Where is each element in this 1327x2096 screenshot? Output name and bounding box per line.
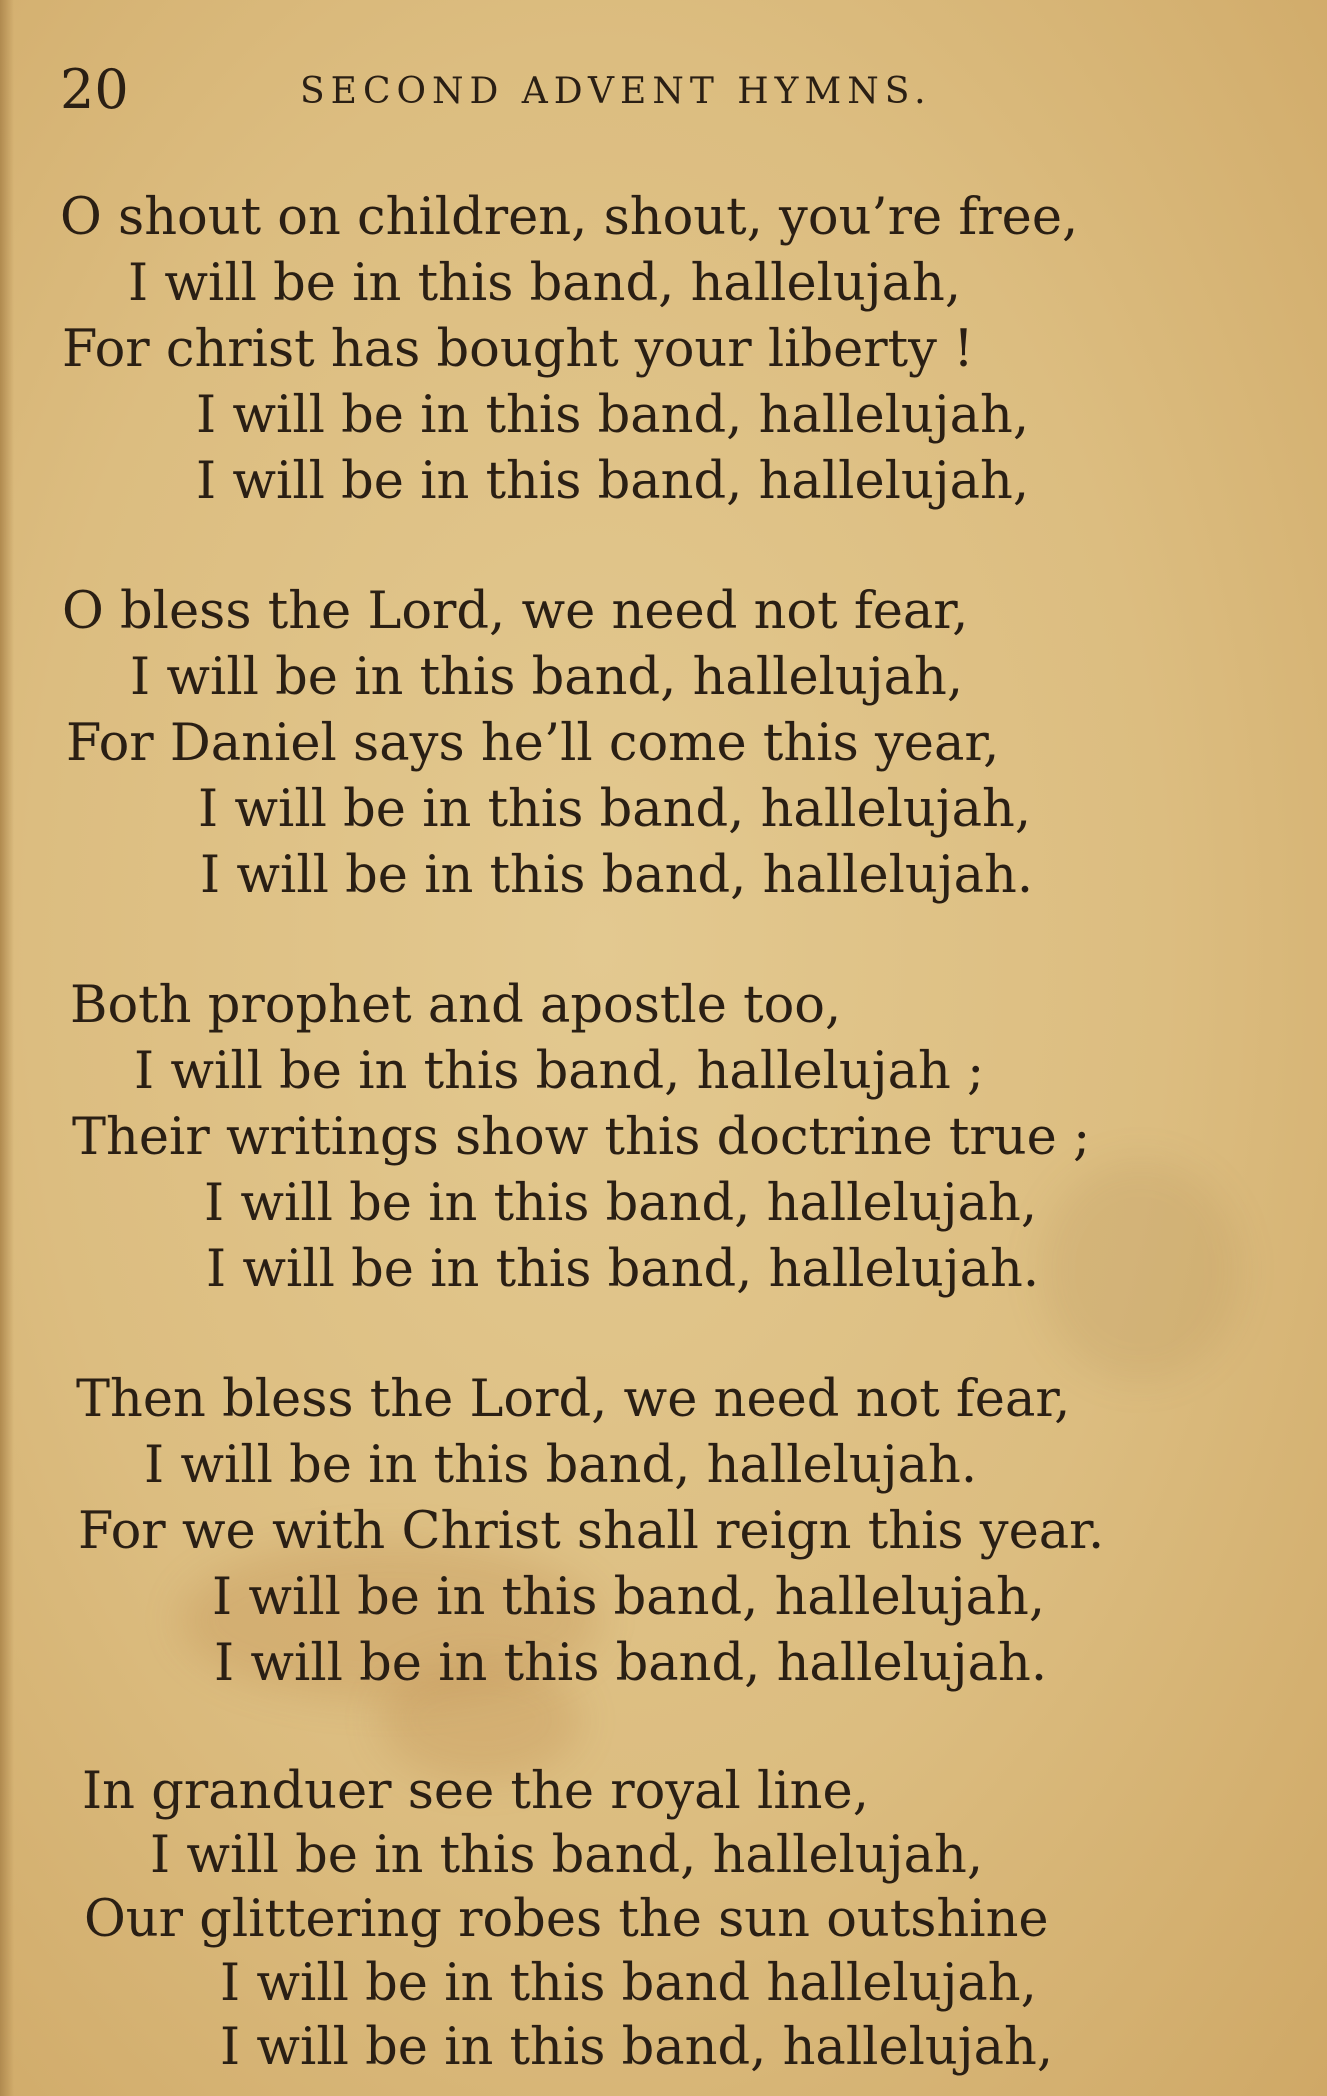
page-number: 20 [60,58,129,121]
verse-line: In granduer see the royal line, [82,1762,869,1821]
verse-line: Then bless the Lord, we need not fear, [76,1370,1071,1429]
refrain-line: I will be in this band, hallelujah, [130,648,964,707]
verse-line: O bless the Lord, we need not fear, [62,582,969,641]
refrain-line: I will be in this band, hallelujah, [212,1568,1046,1627]
verse-line: Their writings show this doctrine true ; [72,1108,1091,1167]
refrain-line: I will be in this band, hallelujah. [206,1240,1040,1299]
refrain-line: I will be in this band, hallelujah, [198,780,1032,839]
refrain-line: I will be in this band, hallelujah, [204,1174,1038,1233]
refrain-line: I will be in this band, hallelujah. [200,846,1034,905]
verse-line: For we with Christ shall reign this year. [78,1502,1105,1561]
refrain-line: I will be in this band, hallelujah, [128,254,962,313]
refrain-line: I will be in this band, hallelujah. [144,1436,978,1495]
refrain-line: I will be in this band, hallelujah, [196,452,1030,511]
verse-line: O shout on children, shout, you’re free, [60,188,1079,247]
verse-line: Our glittering robes the sun outshine [84,1890,1049,1949]
verse-line: Both prophet and apostle too, [70,976,842,1035]
refrain-line: I will be in this band, hallelujah, [196,386,1030,445]
page-header [60,60,1060,120]
verse-line: For Daniel says he’ll come this year, [66,714,1000,773]
refrain-line: I will be in this band, hallelujah, [220,2018,1054,2077]
running-title: SECOND ADVENT HYMNS. [300,71,932,112]
refrain-line: I will be in this band, hallelujah. [214,1634,1048,1693]
refrain-line: I will be in this band, hallelujah, [150,1826,984,1885]
page-edge-shading [0,0,14,2096]
verse-line: For christ has bought your liberty ! [62,320,974,379]
refrain-line: I will be in this band, hallelujah ; [134,1042,985,1101]
refrain-line: I will be in this band hallelujah, [220,1954,1037,2013]
foxing-stain [1040,1160,1240,1380]
